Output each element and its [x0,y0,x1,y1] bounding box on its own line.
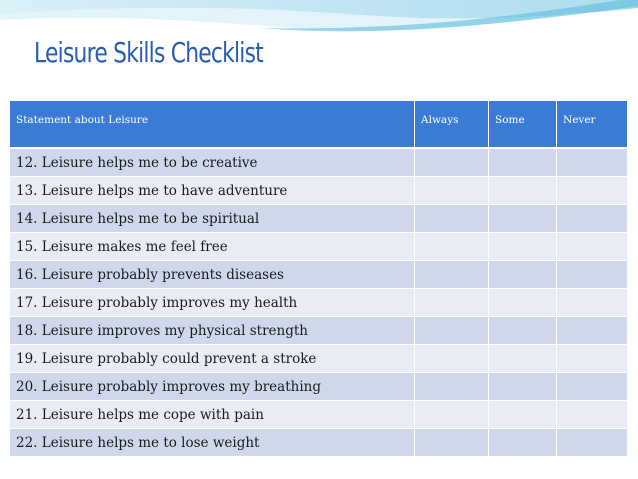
header-always: Always [415,101,489,149]
statement-cell: 19. Leisure probably could prevent a stroke [10,345,415,373]
never-cell[interactable] [557,261,627,289]
header-statement: Statement about Leisure [10,101,415,149]
some-cell[interactable] [489,317,557,345]
always-cell[interactable] [415,177,489,205]
always-cell[interactable] [415,345,489,373]
statement-cell: 22. Leisure helps me to lose weight [10,429,415,457]
always-cell[interactable] [415,205,489,233]
statement-cell: 13. Leisure helps me to have adventure [10,177,415,205]
never-cell[interactable] [557,429,627,457]
table-row [10,177,627,205]
always-cell[interactable] [415,317,489,345]
always-cell[interactable] [415,261,489,289]
statement-cell: 15. Leisure makes me feel free [10,233,415,261]
page-title: Leisure Skills Checklist [34,36,263,69]
table-row [10,373,627,401]
table-row [10,317,627,345]
statement-cell: 14. Leisure helps me to be spiritual [10,205,415,233]
statement-cell: 12. Leisure helps me to be creative [10,149,415,177]
statement-cell: 20. Leisure probably improves my breathing [10,373,415,401]
table-row [10,429,627,457]
table-row [10,289,627,317]
header-some: Some [489,101,557,149]
never-cell[interactable] [557,345,627,373]
some-cell[interactable] [489,233,557,261]
header-never: Never [557,101,627,149]
some-cell[interactable] [489,373,557,401]
always-cell[interactable] [415,289,489,317]
always-cell[interactable] [415,373,489,401]
table-row [10,205,627,233]
statement-cell: 18. Leisure improves my physical strength [10,317,415,345]
never-cell[interactable] [557,401,627,429]
statement-cell: 21. Leisure helps me cope with pain [10,401,415,429]
table-row [10,261,627,289]
some-cell[interactable] [489,289,557,317]
never-cell[interactable] [557,317,627,345]
some-cell[interactable] [489,345,557,373]
never-cell[interactable] [557,233,627,261]
never-cell[interactable] [557,149,627,177]
always-cell[interactable] [415,401,489,429]
table-row [10,149,627,177]
never-cell[interactable] [557,205,627,233]
table-header-row [10,101,627,149]
some-cell[interactable] [489,205,557,233]
statement-cell: 16. Leisure probably prevents diseases [10,261,415,289]
some-cell[interactable] [489,149,557,177]
some-cell[interactable] [489,429,557,457]
statement-cell: 17. Leisure probably improves my health [10,289,415,317]
table-row [10,401,627,429]
always-cell[interactable] [415,233,489,261]
leisure-checklist-table [10,101,627,457]
never-cell[interactable] [557,289,627,317]
always-cell[interactable] [415,149,489,177]
always-cell[interactable] [415,429,489,457]
never-cell[interactable] [557,177,627,205]
never-cell[interactable] [557,373,627,401]
some-cell[interactable] [489,261,557,289]
some-cell[interactable] [489,177,557,205]
table-row [10,233,627,261]
table-row [10,345,627,373]
some-cell[interactable] [489,401,557,429]
